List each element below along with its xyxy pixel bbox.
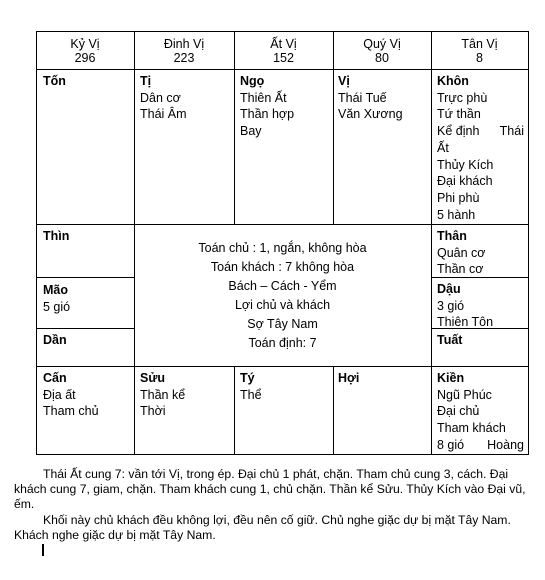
cell-line: Đại chủ bbox=[437, 404, 480, 419]
cell-line: Tứ thần bbox=[437, 107, 481, 122]
cell-line: 5 gió bbox=[43, 299, 71, 314]
header-name: Quý Vị bbox=[363, 37, 401, 51]
cell-title: Mão bbox=[43, 283, 68, 297]
header-value: 8 bbox=[476, 51, 483, 65]
center-summary bbox=[134, 239, 431, 354]
text-cursor bbox=[42, 544, 44, 556]
center-line: Lợi chủ và khách bbox=[234, 298, 331, 313]
cell-title: Cấn bbox=[43, 371, 67, 385]
cell-thin bbox=[43, 228, 69, 245]
header-name: Đinh Vị bbox=[163, 37, 205, 51]
cell-dau bbox=[437, 281, 493, 331]
cell-line-row bbox=[437, 123, 527, 140]
cell-line: Thần cơ bbox=[437, 262, 484, 277]
center-line: Toán khách : 7 không hòa bbox=[210, 260, 355, 275]
cell-kien bbox=[437, 370, 527, 454]
grid-line bbox=[333, 366, 334, 455]
cell-line: 3 gió bbox=[437, 298, 465, 313]
cell-line: Thiên Tôn bbox=[437, 315, 494, 330]
header-name: Tân Vị bbox=[461, 37, 498, 51]
cell-line-row bbox=[437, 437, 527, 454]
cell-line: Quân cơ bbox=[437, 245, 486, 260]
header-name: Ất Vị bbox=[270, 37, 297, 51]
cell-line: Thái Âm bbox=[140, 107, 187, 122]
cell-title: Thìn bbox=[43, 229, 70, 243]
cell-title: Kiền bbox=[437, 371, 465, 385]
cell-line: Đại khách bbox=[437, 174, 493, 189]
grid-line bbox=[36, 224, 529, 225]
cell-ngo bbox=[240, 73, 294, 140]
grid-line bbox=[36, 328, 134, 329]
cell-line: Thái bbox=[499, 124, 524, 139]
paragraph-2: Khối này chủ khách đều không lợi, đều nên cố giữ. Chủ nghe giặc dự bị mặt Tây Nam. Khách nghe giặc dự bị mặt Tây Nam. bbox=[14, 513, 511, 542]
grid-line bbox=[528, 31, 529, 455]
cell-line: Phi phù bbox=[437, 190, 480, 205]
cell-line: Thần hợp bbox=[240, 107, 295, 122]
header-cell-ky-vi bbox=[36, 37, 134, 65]
cell-line: 8 gió bbox=[437, 437, 465, 452]
cell-title: Tị bbox=[140, 74, 152, 88]
cell-title: Khôn bbox=[437, 74, 469, 88]
center-line: Toán định: 7 bbox=[248, 336, 317, 351]
cell-hoi bbox=[338, 370, 359, 387]
cell-title: Vị bbox=[338, 74, 350, 88]
cell-ti bbox=[140, 73, 187, 123]
header-cell-dinh-vi bbox=[134, 37, 234, 65]
center-line: Sợ Tây Nam bbox=[247, 317, 318, 332]
cell-tuat bbox=[437, 332, 462, 349]
cell-suu bbox=[140, 370, 185, 420]
grid-line bbox=[431, 31, 432, 455]
cell-than bbox=[437, 228, 486, 278]
cell-line: Kể định bbox=[437, 124, 480, 139]
cell-title: Hợi bbox=[338, 371, 360, 385]
cell-line: Bay bbox=[240, 124, 262, 139]
grid-line bbox=[36, 277, 134, 278]
cell-title: Ngọ bbox=[240, 74, 265, 88]
center-line: Bách – Cách - Yểm bbox=[228, 279, 337, 294]
grid-line bbox=[234, 366, 235, 455]
grid-line bbox=[36, 31, 37, 455]
cell-title: Thân bbox=[437, 229, 467, 243]
grid-line bbox=[36, 31, 529, 32]
cell-line: Thái Tuế bbox=[338, 90, 387, 105]
cell-line: Trực phù bbox=[437, 90, 488, 105]
cell-line: Ất bbox=[437, 140, 449, 155]
cell-title: Tốn bbox=[43, 74, 66, 88]
header-value: 223 bbox=[173, 51, 195, 65]
cell-ty bbox=[240, 370, 262, 403]
header-cell-at-vi bbox=[234, 37, 333, 65]
cell-can bbox=[43, 370, 99, 420]
header-cell-quy-vi bbox=[333, 37, 431, 65]
cell-line: Tham khách bbox=[437, 421, 506, 436]
header-value: 152 bbox=[273, 51, 294, 65]
grid-line bbox=[36, 69, 529, 70]
cell-line: Thủy Kích bbox=[437, 157, 494, 172]
grid-line bbox=[36, 454, 529, 455]
cell-line: Văn Xương bbox=[338, 107, 403, 122]
cell-dan bbox=[43, 332, 67, 349]
header-value: 80 bbox=[375, 51, 389, 65]
cell-title: Dần bbox=[43, 333, 67, 347]
cell-line: Dân cơ bbox=[140, 90, 181, 105]
cell-line: Tham chủ bbox=[43, 404, 99, 419]
cell-line: Hoàng bbox=[487, 437, 524, 452]
cell-line: Thiên Ất bbox=[240, 90, 287, 105]
grid-line bbox=[36, 366, 529, 367]
cell-line: Thời bbox=[140, 404, 166, 419]
cell-line: 5 hành bbox=[437, 207, 476, 222]
cell-title: Tuất bbox=[437, 333, 463, 347]
center-line: Toán chủ : 1, ngắn, không hòa bbox=[198, 241, 367, 255]
paragraph-1: Thái Ất cung 7: vần tới Vị, trong ép. Đại chủ 1 phát, chặn. Tham chủ cung 3, cách. Đại khách cung 7, giam, chặn. Tham khách cung 1, chủ chặn. Thần kể Sửu. Thủy Kích vào Đại vũ, ếm. bbox=[14, 467, 526, 511]
cell-ton bbox=[43, 73, 66, 90]
cell-khon bbox=[437, 73, 527, 223]
cell-title: Tý bbox=[240, 371, 255, 385]
cell-line: Thần kể bbox=[140, 387, 186, 402]
cell-vi bbox=[338, 73, 403, 123]
cell-title: Dậu bbox=[437, 282, 461, 296]
cell-line: Thể bbox=[240, 387, 262, 402]
header-cell-tan-vi bbox=[431, 37, 528, 65]
cell-line: Ngũ Phúc bbox=[437, 387, 492, 402]
cell-mao bbox=[43, 282, 70, 315]
cell-title: Sửu bbox=[140, 371, 166, 385]
header-value: 296 bbox=[74, 51, 96, 65]
header-name: Kỷ Vị bbox=[70, 37, 100, 51]
cell-line: Địa ất bbox=[43, 387, 76, 402]
